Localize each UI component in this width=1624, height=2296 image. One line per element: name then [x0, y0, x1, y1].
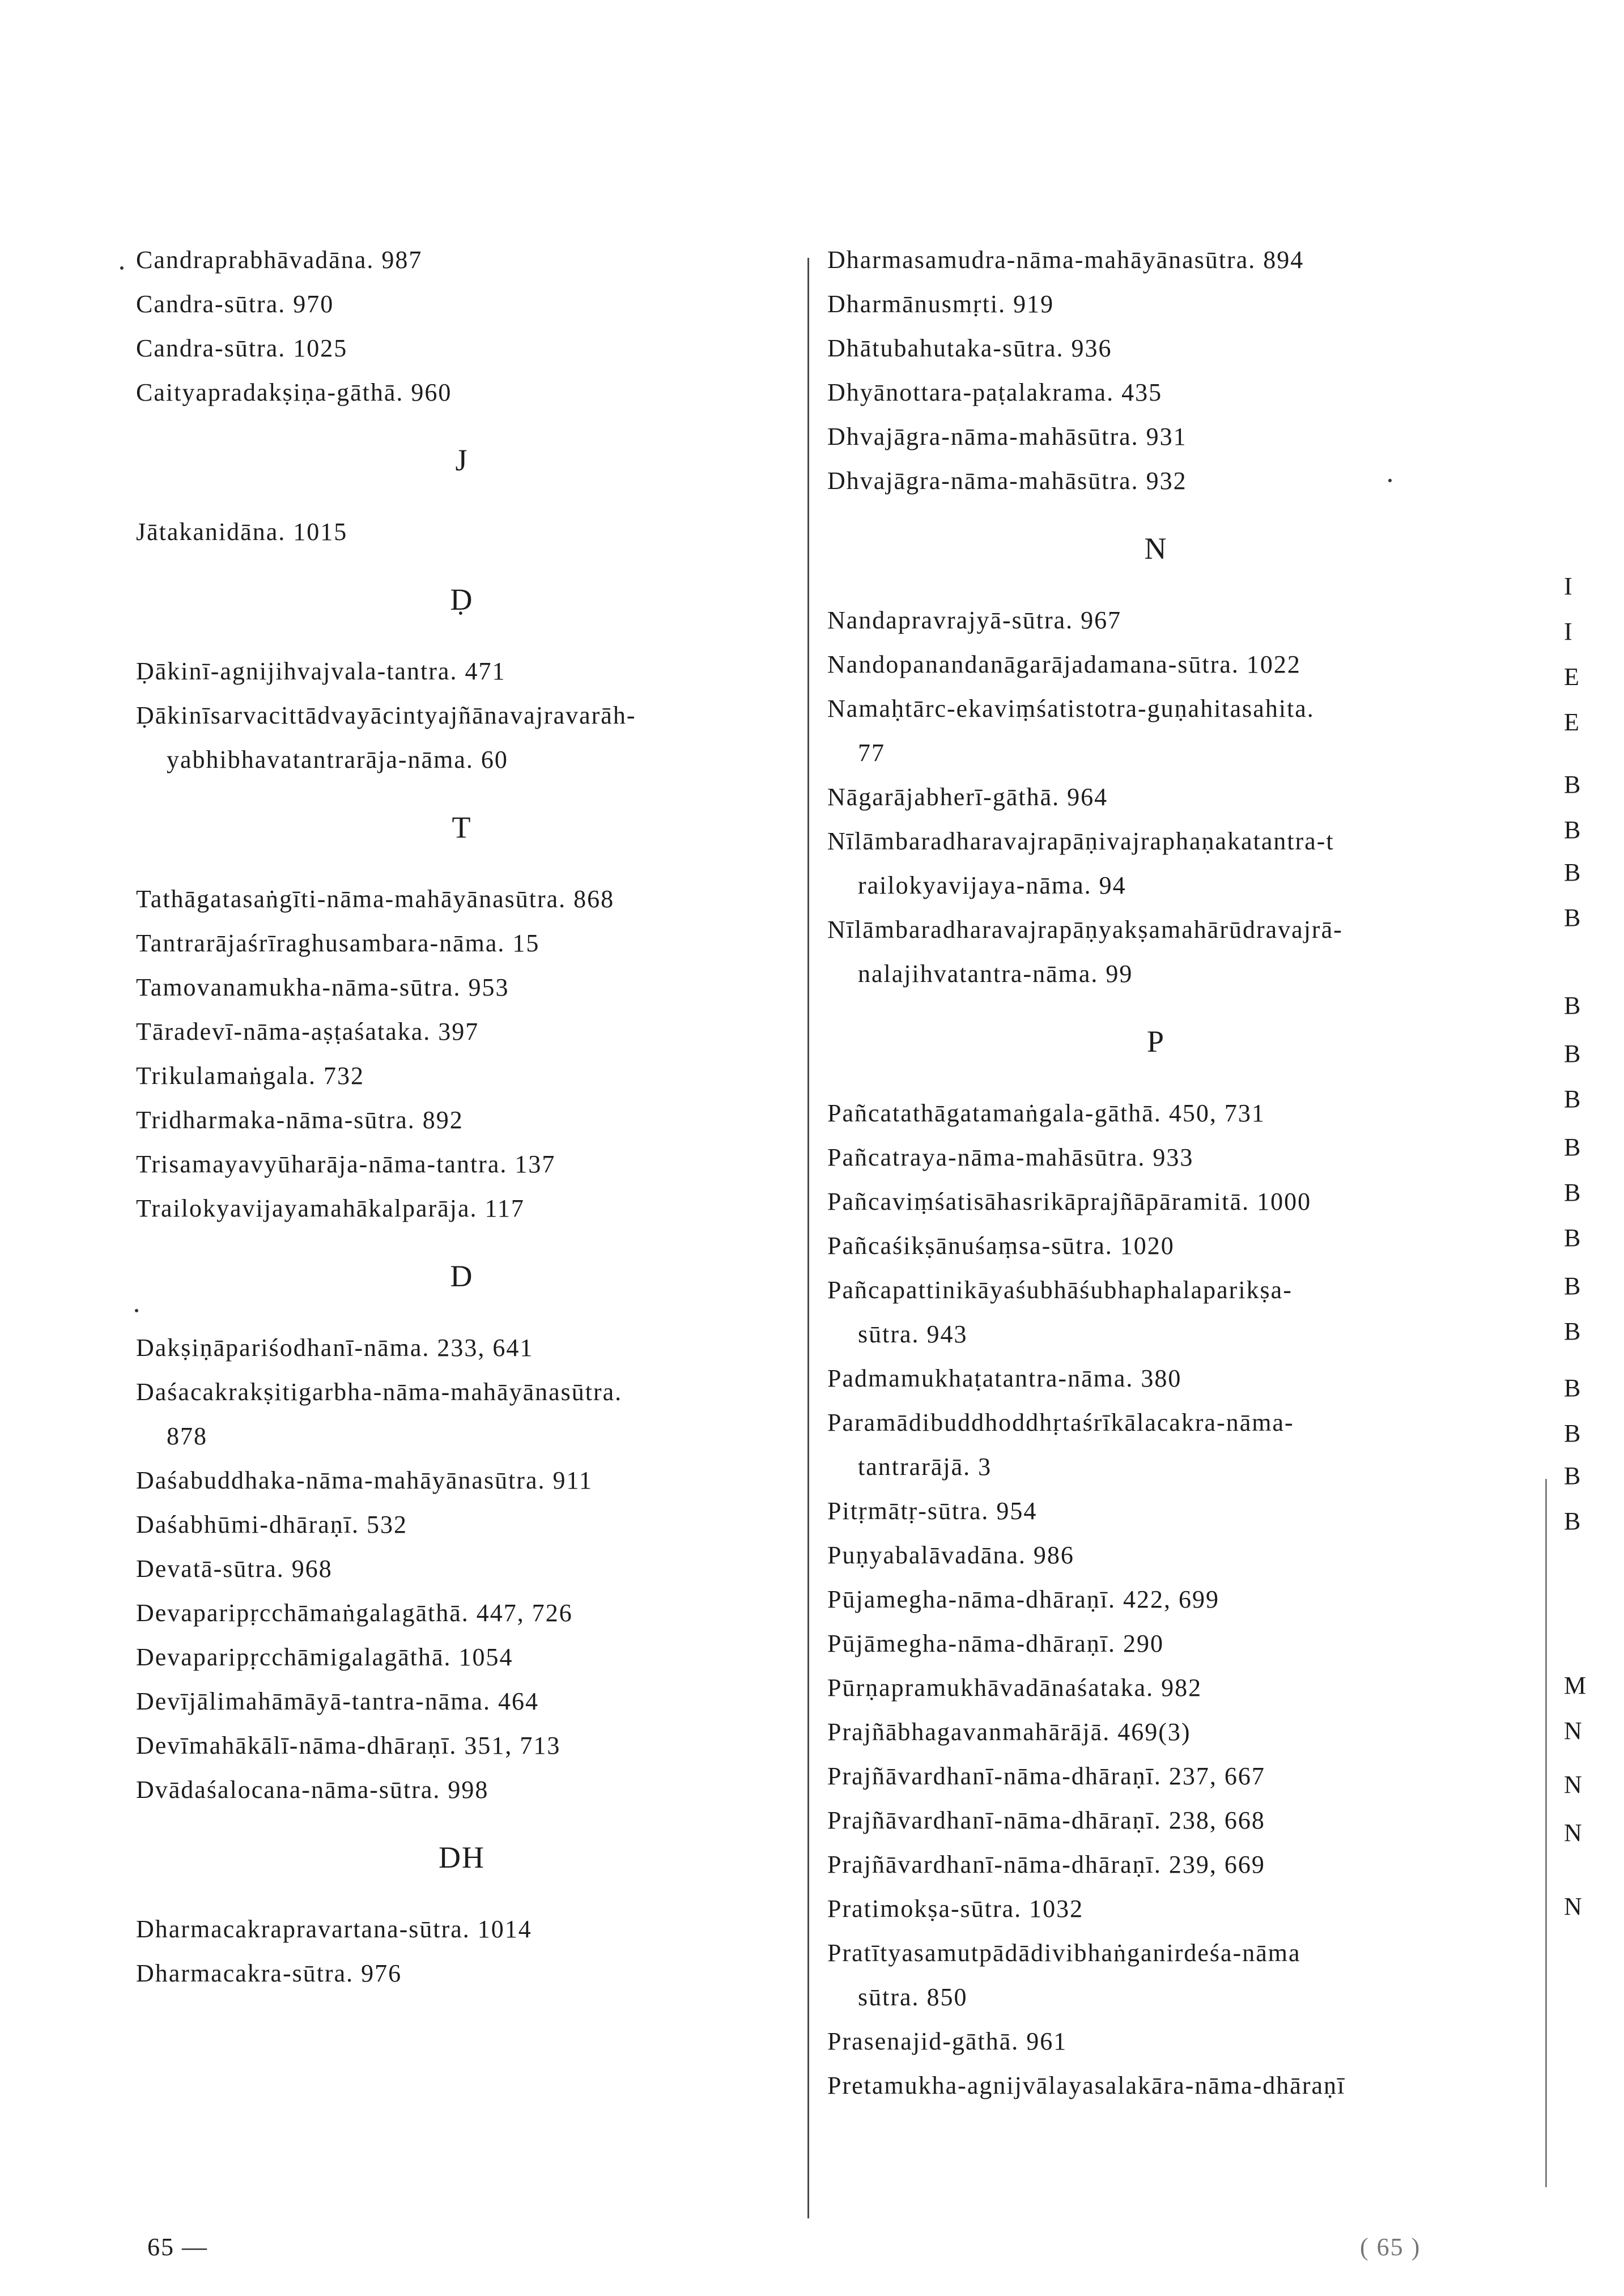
index-entry-continuation: sūtra. 850	[858, 1983, 968, 2011]
edge-letter: B	[1564, 1374, 1581, 1402]
index-entry: Tridharmaka-nāma-sūtra. 892	[136, 1106, 464, 1134]
index-entry: Daśacakrakṣitigarbha-nāma-mahāyānasūtra.	[136, 1378, 623, 1406]
index-entry: Pañcaviṃśatisāhasrikāprajñāpāramitā. 1000	[827, 1188, 1312, 1215]
edge-letter: B	[1564, 771, 1581, 798]
index-entry: Pañcapattinikāyaśubhāśubhaphalaparikṣa-	[827, 1276, 1293, 1304]
index-entry-continuation: sūtra. 943	[858, 1320, 968, 1348]
edge-letter: B	[1564, 992, 1581, 1019]
index-entry: Tathāgatasaṅgīti-nāma-mahāyānasūtra. 868	[136, 885, 615, 913]
index-entry: Devatā-sūtra. 968	[136, 1555, 333, 1583]
index-entry: Jātakanidāna. 1015	[136, 518, 348, 546]
edge-letter: B	[1564, 1462, 1581, 1490]
index-entry: Dharmacakra-sūtra. 976	[136, 1959, 402, 1987]
index-entry: Daśabuddhaka-nāma-mahāyānasūtra. 911	[136, 1466, 593, 1494]
edge-letter: N	[1564, 1717, 1582, 1745]
edge-divider	[1545, 1479, 1547, 2187]
index-entry: Pañcatraya-nāma-mahāsūtra. 933	[827, 1143, 1194, 1171]
index-entry-continuation: yabhibhavatantrarāja-nāma. 60	[167, 746, 508, 773]
edge-letter: N	[1564, 1771, 1582, 1798]
edge-letter: B	[1564, 904, 1581, 932]
index-entry: Prajñāvardhanī-nāma-dhāraṇī. 238, 668	[827, 1806, 1265, 1834]
index-entry: Trisamayavyūharāja-nāma-tantra. 137	[136, 1150, 556, 1178]
edge-letter: N	[1564, 1819, 1582, 1847]
index-entry-continuation: nalajihvatantra-nāma. 99	[858, 960, 1133, 988]
index-entry: Paramādibuddhoddhṛtaśrīkālacakra-nāma-	[827, 1409, 1294, 1436]
section-letter-heading: T	[452, 810, 472, 844]
index-entry: Prasenajid-gāthā. 961	[827, 2027, 1068, 2055]
index-entry: Dhvajāgra-nāma-mahāsūtra. 932	[827, 467, 1187, 495]
left-index-column	[136, 238, 788, 1996]
edge-letter: B	[1564, 1507, 1581, 1535]
page-number-right: ( 65 )	[1360, 2233, 1421, 2261]
page-number-left: 65 —	[147, 2233, 208, 2261]
index-entry: Ḍākinīsarvacittādvayācintyajñānavajravarāh-	[136, 701, 636, 729]
index-entry: Padmamukhaṭatantra-nāma. 380	[827, 1364, 1182, 1392]
section-letter-heading: DH	[439, 1840, 485, 1874]
index-entry: Devaparipṛcchāmaṅgalagāthā. 447, 726	[136, 1599, 573, 1627]
edge-letter: I	[1564, 572, 1572, 600]
edge-letter: B	[1564, 1317, 1581, 1345]
index-entry: Tantrarājaśrīraghusambara-nāma. 15	[136, 929, 540, 957]
scan-speck	[120, 266, 124, 270]
index-entry: Tāradevī-nāma-aṣṭaśataka. 397	[136, 1018, 479, 1045]
edge-letter: B	[1564, 1040, 1581, 1068]
index-entry: Nāgarājabherī-gāthā. 964	[827, 783, 1108, 811]
index-entry: Dhātubahutaka-sūtra. 936	[827, 334, 1112, 362]
index-entry: Devījālimahāmāyā-tantra-nāma. 464	[136, 1687, 539, 1715]
index-entry: Prajñāvardhanī-nāma-dhāraṇī. 239, 669	[827, 1851, 1265, 1878]
index-entry: Pūjāmegha-nāma-dhāraṇī. 290	[827, 1630, 1164, 1657]
index-entry-continuation: 878	[167, 1422, 207, 1450]
scan-speck	[1388, 479, 1392, 482]
edge-letter: B	[1564, 858, 1581, 886]
index-entry-continuation: tantrarājā. 3	[858, 1453, 992, 1481]
index-entry: Daśabhūmi-dhāraṇī. 532	[136, 1511, 407, 1538]
index-entry: Nandopanandanāgarājadamana-sūtra. 1022	[827, 650, 1301, 678]
index-entry: Pratimokṣa-sūtra. 1032	[827, 1895, 1084, 1923]
index-entry: Candraprabhāvadāna. 987	[136, 246, 423, 274]
index-entry: Candra-sūtra. 970	[136, 290, 334, 318]
edge-letter: B	[1564, 1419, 1581, 1447]
edge-letter: M	[1564, 1672, 1587, 1699]
index-entry: Dharmānusmṛti. 919	[827, 290, 1055, 318]
index-entry: Dharmacakrapravartana-sūtra. 1014	[136, 1915, 532, 1943]
index-entry: Devaparipṛcchāmigalagāthā. 1054	[136, 1643, 513, 1671]
edge-letter: B	[1564, 1179, 1581, 1206]
index-entry: Devīmahākālī-nāma-dhāraṇī. 351, 713	[136, 1732, 561, 1759]
index-entry: Pratītyasamutpādādivibhaṅganirdeśa-nāma	[827, 1939, 1301, 1967]
index-entry: Dhyānottara-paṭalakrama. 435	[827, 379, 1163, 406]
index-entry: Dharmasamudra-nāma-mahāyānasūtra. 894	[827, 246, 1304, 274]
edge-letter: N	[1564, 1893, 1582, 1920]
index-entry: Caityapradakṣiṇa-gāthā. 960	[136, 379, 452, 406]
index-entry: Pitṛmātṛ-sūtra. 954	[827, 1497, 1038, 1525]
section-letter-heading: N	[1144, 532, 1168, 566]
index-entry: Pūjamegha-nāma-dhāraṇī. 422, 699	[827, 1585, 1220, 1613]
index-entry: Prajñābhagavanmahārājā. 469(3)	[827, 1718, 1191, 1746]
index-entry: Pañcatathāgatamaṅgala-gāthā. 450, 731	[827, 1099, 1265, 1127]
right-index-column	[827, 238, 1485, 2108]
edge-letter: B	[1564, 1133, 1581, 1161]
index-entry-continuation: railokyavijaya-nāma. 94	[858, 871, 1126, 899]
edge-letter: B	[1564, 1224, 1581, 1252]
edge-letter: B	[1564, 816, 1581, 844]
index-entry: Candra-sūtra. 1025	[136, 334, 348, 362]
edge-letter: I	[1564, 618, 1572, 645]
section-letter-heading: D	[450, 1259, 474, 1293]
index-entry: Nīlāmbaradharavajrapāṇivajraphaṇakatantra-t	[827, 827, 1334, 855]
index-entry: Trailokyavijayamahākalparāja. 117	[136, 1194, 525, 1222]
index-entry: Pretamukha-agnijvālayasalakāra-nāma-dhāraṇī	[827, 2072, 1346, 2099]
index-entry-continuation: 77	[858, 739, 885, 767]
index-entry: Namaḥtārc-ekaviṃśatistotra-guṇahitasahita.	[827, 695, 1315, 722]
index-entry: Puṇyabalāvadāna. 986	[827, 1541, 1074, 1569]
index-entry: Nandapravrajyā-sūtra. 967	[827, 606, 1122, 634]
edge-letter: B	[1564, 1085, 1581, 1113]
index-entry: Trikulamaṅgala. 732	[136, 1062, 364, 1090]
index-entry: Nīlāmbaradharavajrapāṇyakṣamahārūdravajrā-	[827, 916, 1343, 943]
index-entry: Dhvajāgra-nāma-mahāsūtra. 931	[827, 423, 1187, 450]
index-entry: Tamovanamukha-nāma-sūtra. 953	[136, 973, 509, 1001]
section-letter-heading: P	[1146, 1024, 1166, 1058]
index-entry: Dvādaśalocana-nāma-sūtra. 998	[136, 1776, 489, 1804]
index-entry: Ḍākinī-agnijihvajvala-tantra. 471	[136, 657, 506, 685]
index-entry: Dakṣiṇāpariśodhanī-nāma. 233, 641	[136, 1334, 534, 1362]
index-entry: Pūrṇapramukhāvadānaśataka. 982	[827, 1674, 1202, 1702]
index-entry: Prajñāvardhanī-nāma-dhāraṇī. 237, 667	[827, 1762, 1265, 1790]
scan-speck	[135, 1309, 138, 1312]
index-entry: Pañcaśikṣānuśaṃsa-sūtra. 1020	[827, 1232, 1175, 1260]
edge-letter: B	[1564, 1272, 1581, 1300]
section-letter-heading: Ḍ	[450, 582, 474, 616]
column-divider	[807, 258, 809, 2218]
section-letter-heading: J	[455, 443, 469, 477]
edge-letter: E	[1564, 708, 1579, 736]
edge-letter: E	[1564, 663, 1579, 691]
